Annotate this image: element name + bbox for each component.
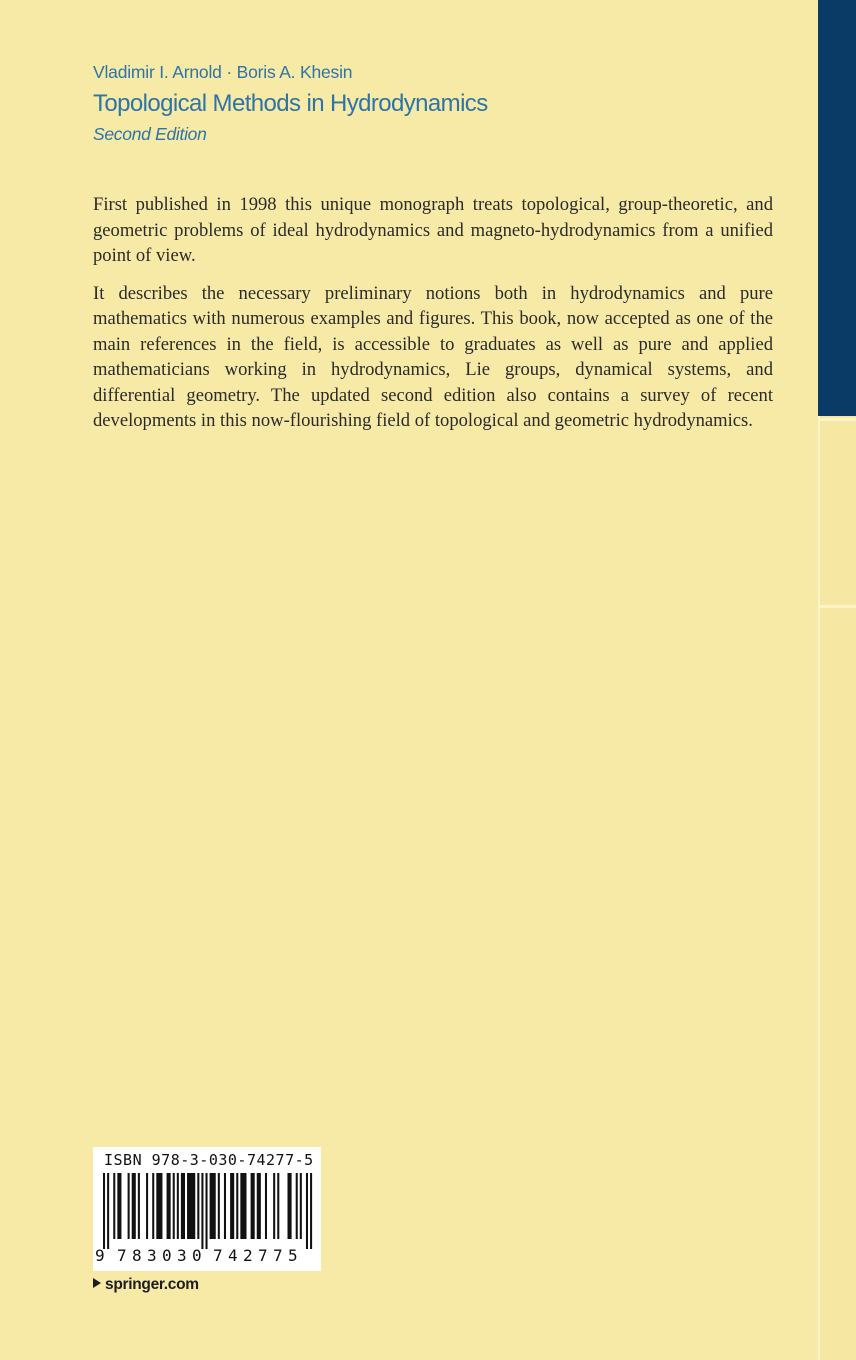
barcode-bar [103,1173,105,1249]
barcode-bar [173,1173,175,1239]
spine-divider [818,418,856,421]
ean-digit: 7 [273,1246,283,1265]
ean-digit: 3 [177,1246,187,1265]
barcode-bar [146,1173,148,1239]
barcode-bar [230,1173,234,1239]
barcode-bar [310,1173,312,1249]
ean-digit: 8 [132,1246,142,1265]
barcode-bar [206,1173,208,1249]
ean-digit: 2 [243,1246,253,1265]
ean-digits [93,1246,321,1268]
barcode-bar [265,1173,267,1239]
triangle-arrow-icon [93,1278,101,1288]
barcode-bar [156,1173,162,1239]
spine-color-band [818,0,856,416]
book-authors: Vladimir I. Arnold · Boris A. Khesin [93,62,353,82]
publisher-url[interactable] [93,1276,199,1294]
barcode-bar [224,1173,226,1239]
isbn-barcode [93,1147,321,1271]
ean-digit: 5 [288,1246,298,1265]
isbn-label: ISBN 978-3-030-74277-5 [104,1151,314,1169]
ean-digit: 4 [228,1246,238,1265]
barcode-bar [273,1173,275,1239]
description-paragraph: It describes the necessary preliminary notions both in hydrodynamics and pure mathematics with numerous examples and figures. This book, now accepted as one of the main references in the field, is accessible to graduates as well as pure and applied mathematicians working in hydrodynamics, Lie groups, dynamical systems, and differential geometry. The updated second edition also contains a survey of recent developments in this now-flourishing field of topological and geometric hydrodynamics. [93,282,773,431]
description-paragraph: First published in 1998 this unique monograph treats topological, group-theoretic, and geometric problems of ideal hydrodynamics and magneto-hydrodynamics from a unified point of view. [93,194,773,266]
ean-digit: 7 [117,1246,127,1265]
barcode-bar [296,1173,298,1239]
barcode-bar [201,1173,203,1249]
publisher-url-text: springer.com [105,1276,199,1293]
barcode-bar [277,1173,279,1239]
barcode-bar [181,1173,185,1239]
barcode-bar [210,1173,216,1239]
barcode-bar [197,1173,199,1239]
barcode-bar [240,1173,246,1239]
ean-digit: 7 [213,1246,223,1265]
barcode-bar [187,1173,195,1239]
spine-divider [818,605,856,608]
barcode-bar [113,1173,115,1239]
barcode-bar [177,1173,179,1239]
book-description [93,192,773,446]
ean-digit: 0 [162,1246,172,1265]
barcode-bar [167,1173,171,1239]
barcode-bar [117,1173,121,1239]
ean-digit: 7 [258,1246,268,1265]
barcode-bars [93,1173,321,1249]
barcode-bar [128,1173,130,1239]
book-title: Topological Methods in Hydrodynamics [93,90,488,117]
barcode-bar [288,1173,292,1239]
barcode-bar [236,1173,238,1239]
barcode-bar [300,1173,302,1239]
barcode-bar [152,1173,154,1239]
barcode-bar [257,1173,261,1239]
barcode-bar [218,1173,220,1239]
ean-digit: 3 [147,1246,157,1265]
ean-digit: 9 [95,1246,105,1265]
ean-digit: 0 [192,1246,202,1265]
barcode-bar [306,1173,308,1249]
barcode-bar [138,1173,140,1239]
barcode-bar [132,1173,136,1239]
barcode-bar [251,1173,255,1239]
barcode-bar [107,1173,109,1249]
book-edition: Second Edition [93,124,207,144]
